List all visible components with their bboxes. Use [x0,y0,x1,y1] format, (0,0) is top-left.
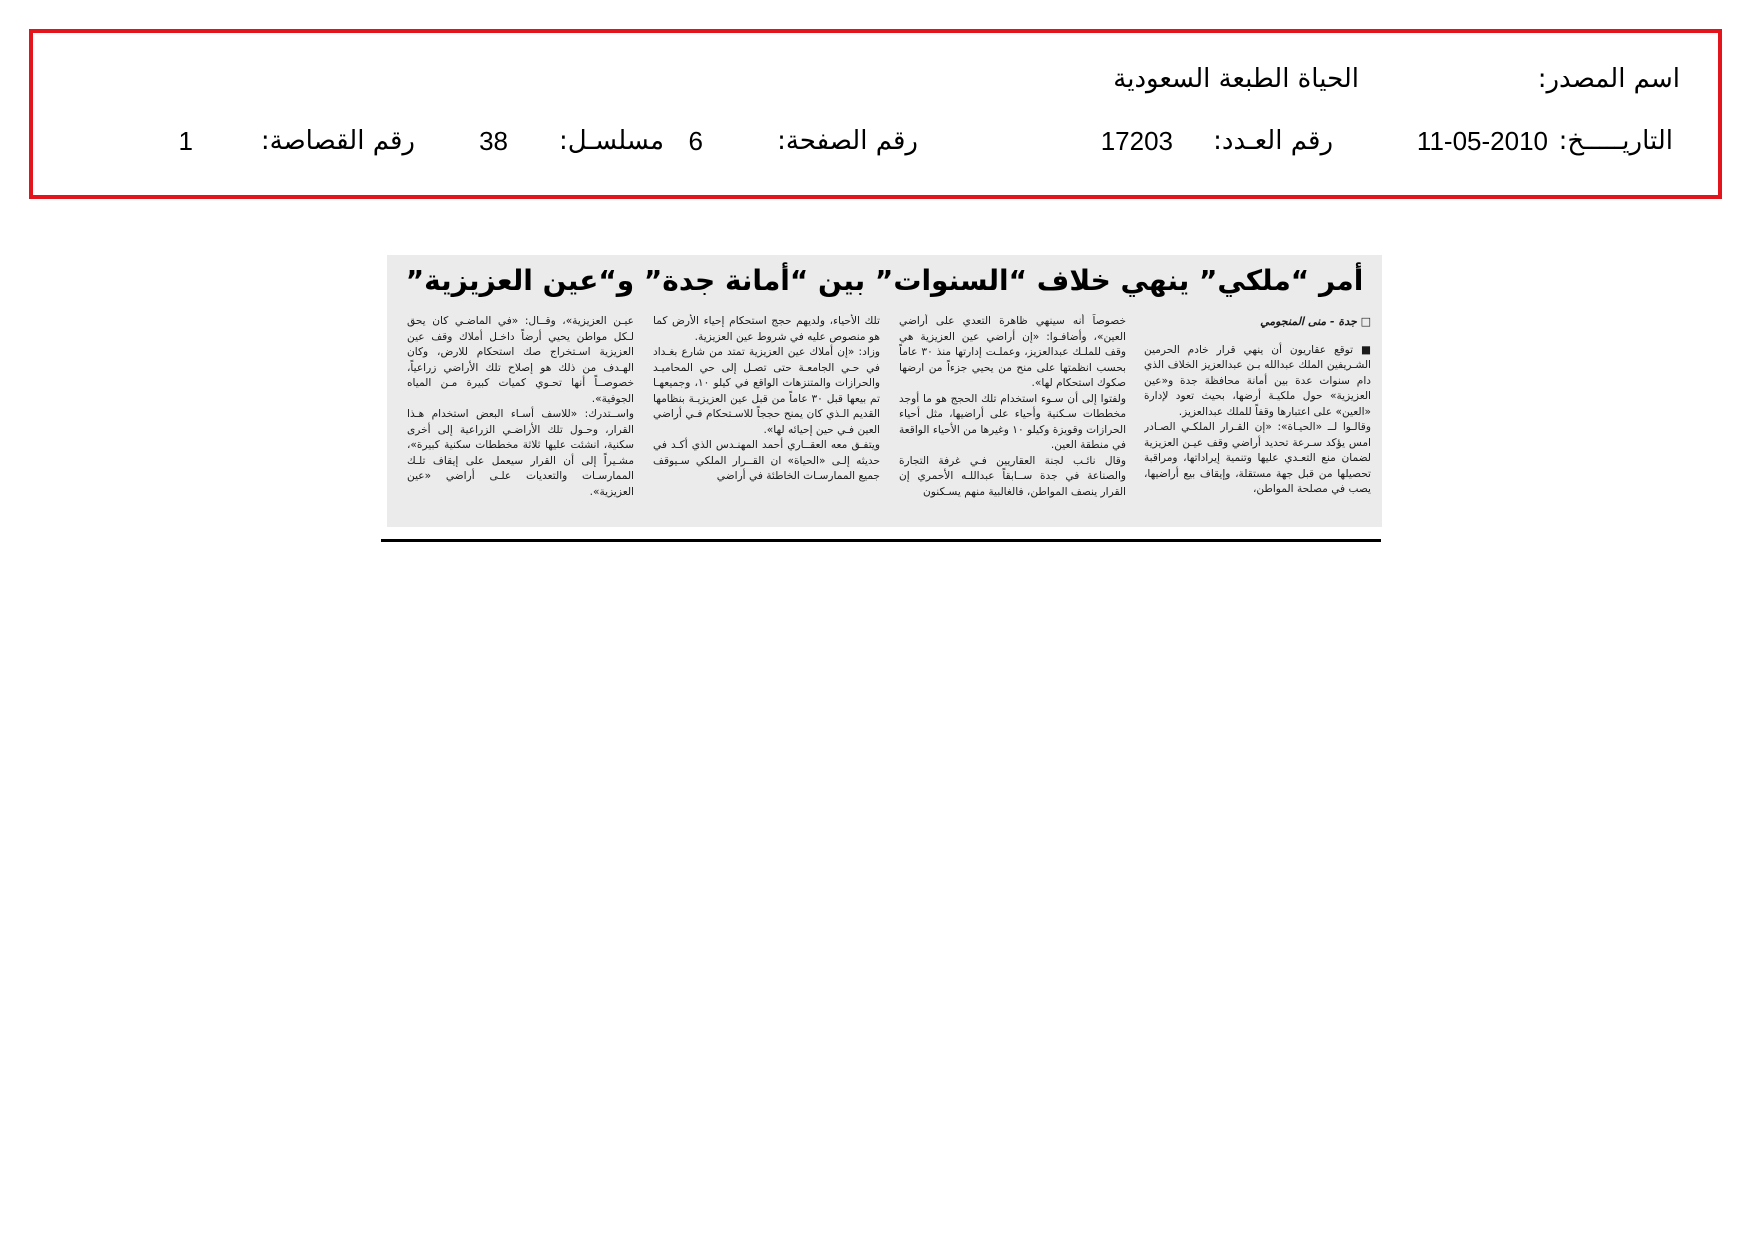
article-headline: أمر “ملكي” ينهي خلاف “السنوات” بين “أمانة جدة” و“عين العزيزية” [405,264,1364,297]
date-value: 11-05-2010 [1416,126,1548,156]
paragraph: ■ توقع عقاريون أن ينهي قرار خادم الحرمين الشـريفين الملك عبدالله بـن عبدالعزيز الخلاف الذي دام سنوات عدة بين أمانة محافظة جدة و«عين العزيزية» حول ملكيـة أرضها، بحيث تعود لإدارة «العين» على اعتبارها وقفاً للملك عبدالعزيز. [1144,343,1371,418]
clipping-bottom-rule [381,539,1381,542]
clip-number-label: رقم القصاصة: [260,126,415,156]
paragraph: وقالـوا لــ «الحيـاة»: «إن القـرار الملكـي الصـادر امس يؤكد سـرعة تحديد أراضي وقف عيـن العزيزية لضمان منع التعـدي عليها وتنمية إيراداتها، ومراقبة تحصيلها من قبل جهة مستقلة، وإيقاف بيع أراضيها، يصب في مصلحة المواطن، [1144,421,1371,495]
article-byline: □ جدة - منى المنجومي [1260,315,1371,328]
paragraph: واســتدرك: «للاسف أسـاء البعض استخدام هـذا القرار، وحـول تلك الأراضـي الزراعية إلى أخرى سكنية، انشئت عليها ثلاثة مخططات سكنية كبيرة»، مشـيراً إلى أن القرار سيعمل على إيقاف تلـك الممارسـات والتعديات علـى أراضي «عين العزيزية». [407,408,634,498]
paragraph: ولفتوا إلى أن سـوء استخدام تلك الحجج هو ما أوجد مخططات سـكنية وأحياء على أراضيها، مثل أحياء الحرازات وقويزة وكيلو ١٠ وغيرها من الأحياء الواقعة في منطقة العين. [899,392,1126,451]
paragraph: خصوصاً أنه سينهي ظاهرة التعدي على أراضي العين»، وأضافـوا: «إن أراضي عين العزيزية هي وقف للملـك عبدالعزيز، وعملـت إدارتها منذ ٣٠ عاماً بحسب انظمتها على منح من يحيي جزءاً من ارضها صكوك استحكام لها». [899,315,1126,389]
issue-label: رقم العـدد: [1213,126,1333,156]
serial-value: 38 [479,126,508,156]
issue-value: 17203 [1100,126,1173,156]
paragraph: تلك الأحياء، ولديهم حجج استحكام إحياء الأرض كما هو منصوص عليه في شروط عين العزيزية. [653,315,880,343]
page-value: 6 [688,126,703,156]
newspaper-clipping [387,255,1382,527]
date-label: التاريـــــخ: [1558,126,1673,156]
paragraph: وزاد: «إن أملاك عين العزيزية تمتد من شارع بغـداد في حـي الجامعـة حتى تصـل إلى حي المحاميـد والحرازات والمتنزهات الواقع في كيلو ١٠، وجميعهـا تم بيعها قبل ٣٠ عاماً من قبل عين العزيزيـة بنظامها القديم الـذي كان يمنح حججاً للاسـتحكام فـي أراضي العين فـي حين إحيائه لها». [653,346,880,436]
paragraph: ويتفـق معه العقــاري أحمد المهنـدس الذي أكـد في حديثه إلـى «الحياة» ان القــرار الملكي سـيوقف جميع الممارسـات الخاطئة في أراضي [653,439,880,482]
page-label: رقم الصفحة: [777,126,918,156]
source-value: الحياة الطبعة السعودية [1113,64,1359,94]
clip-number-value: 1 [178,126,193,156]
article-column-4 [407,314,634,519]
article-column-1 [1144,314,1371,519]
article-column-3 [653,314,880,519]
serial-label: مسلسـل: [559,126,664,156]
paragraph: وقال نائـب لجنة العقاريين فـي غرفة التجارة والصناعة في جدة ســابقاً عبداللـه الأحمري إن القرار ينصف المواطن، فالغالبية منهم يسـكنون [899,454,1126,498]
article-column-2 [899,314,1126,519]
clipping-metadata-box [29,29,1722,199]
paragraph: عيـن العزيزية»، وقــال: «في الماضـي كان يحق لـكل مواطن يحيي أرضاً داخـل أملاك وقف عين العزيزية اسـتخراج صك استحكام للارض، وكان الهـدف من ذلك هو إصلاح تلك الأراضي زراعياً، خصوصــاً أنها تحـوي كميات كبيرة مـن المياه الجوفية». [407,315,634,405]
source-label: اسم المصدر: [1537,64,1680,94]
